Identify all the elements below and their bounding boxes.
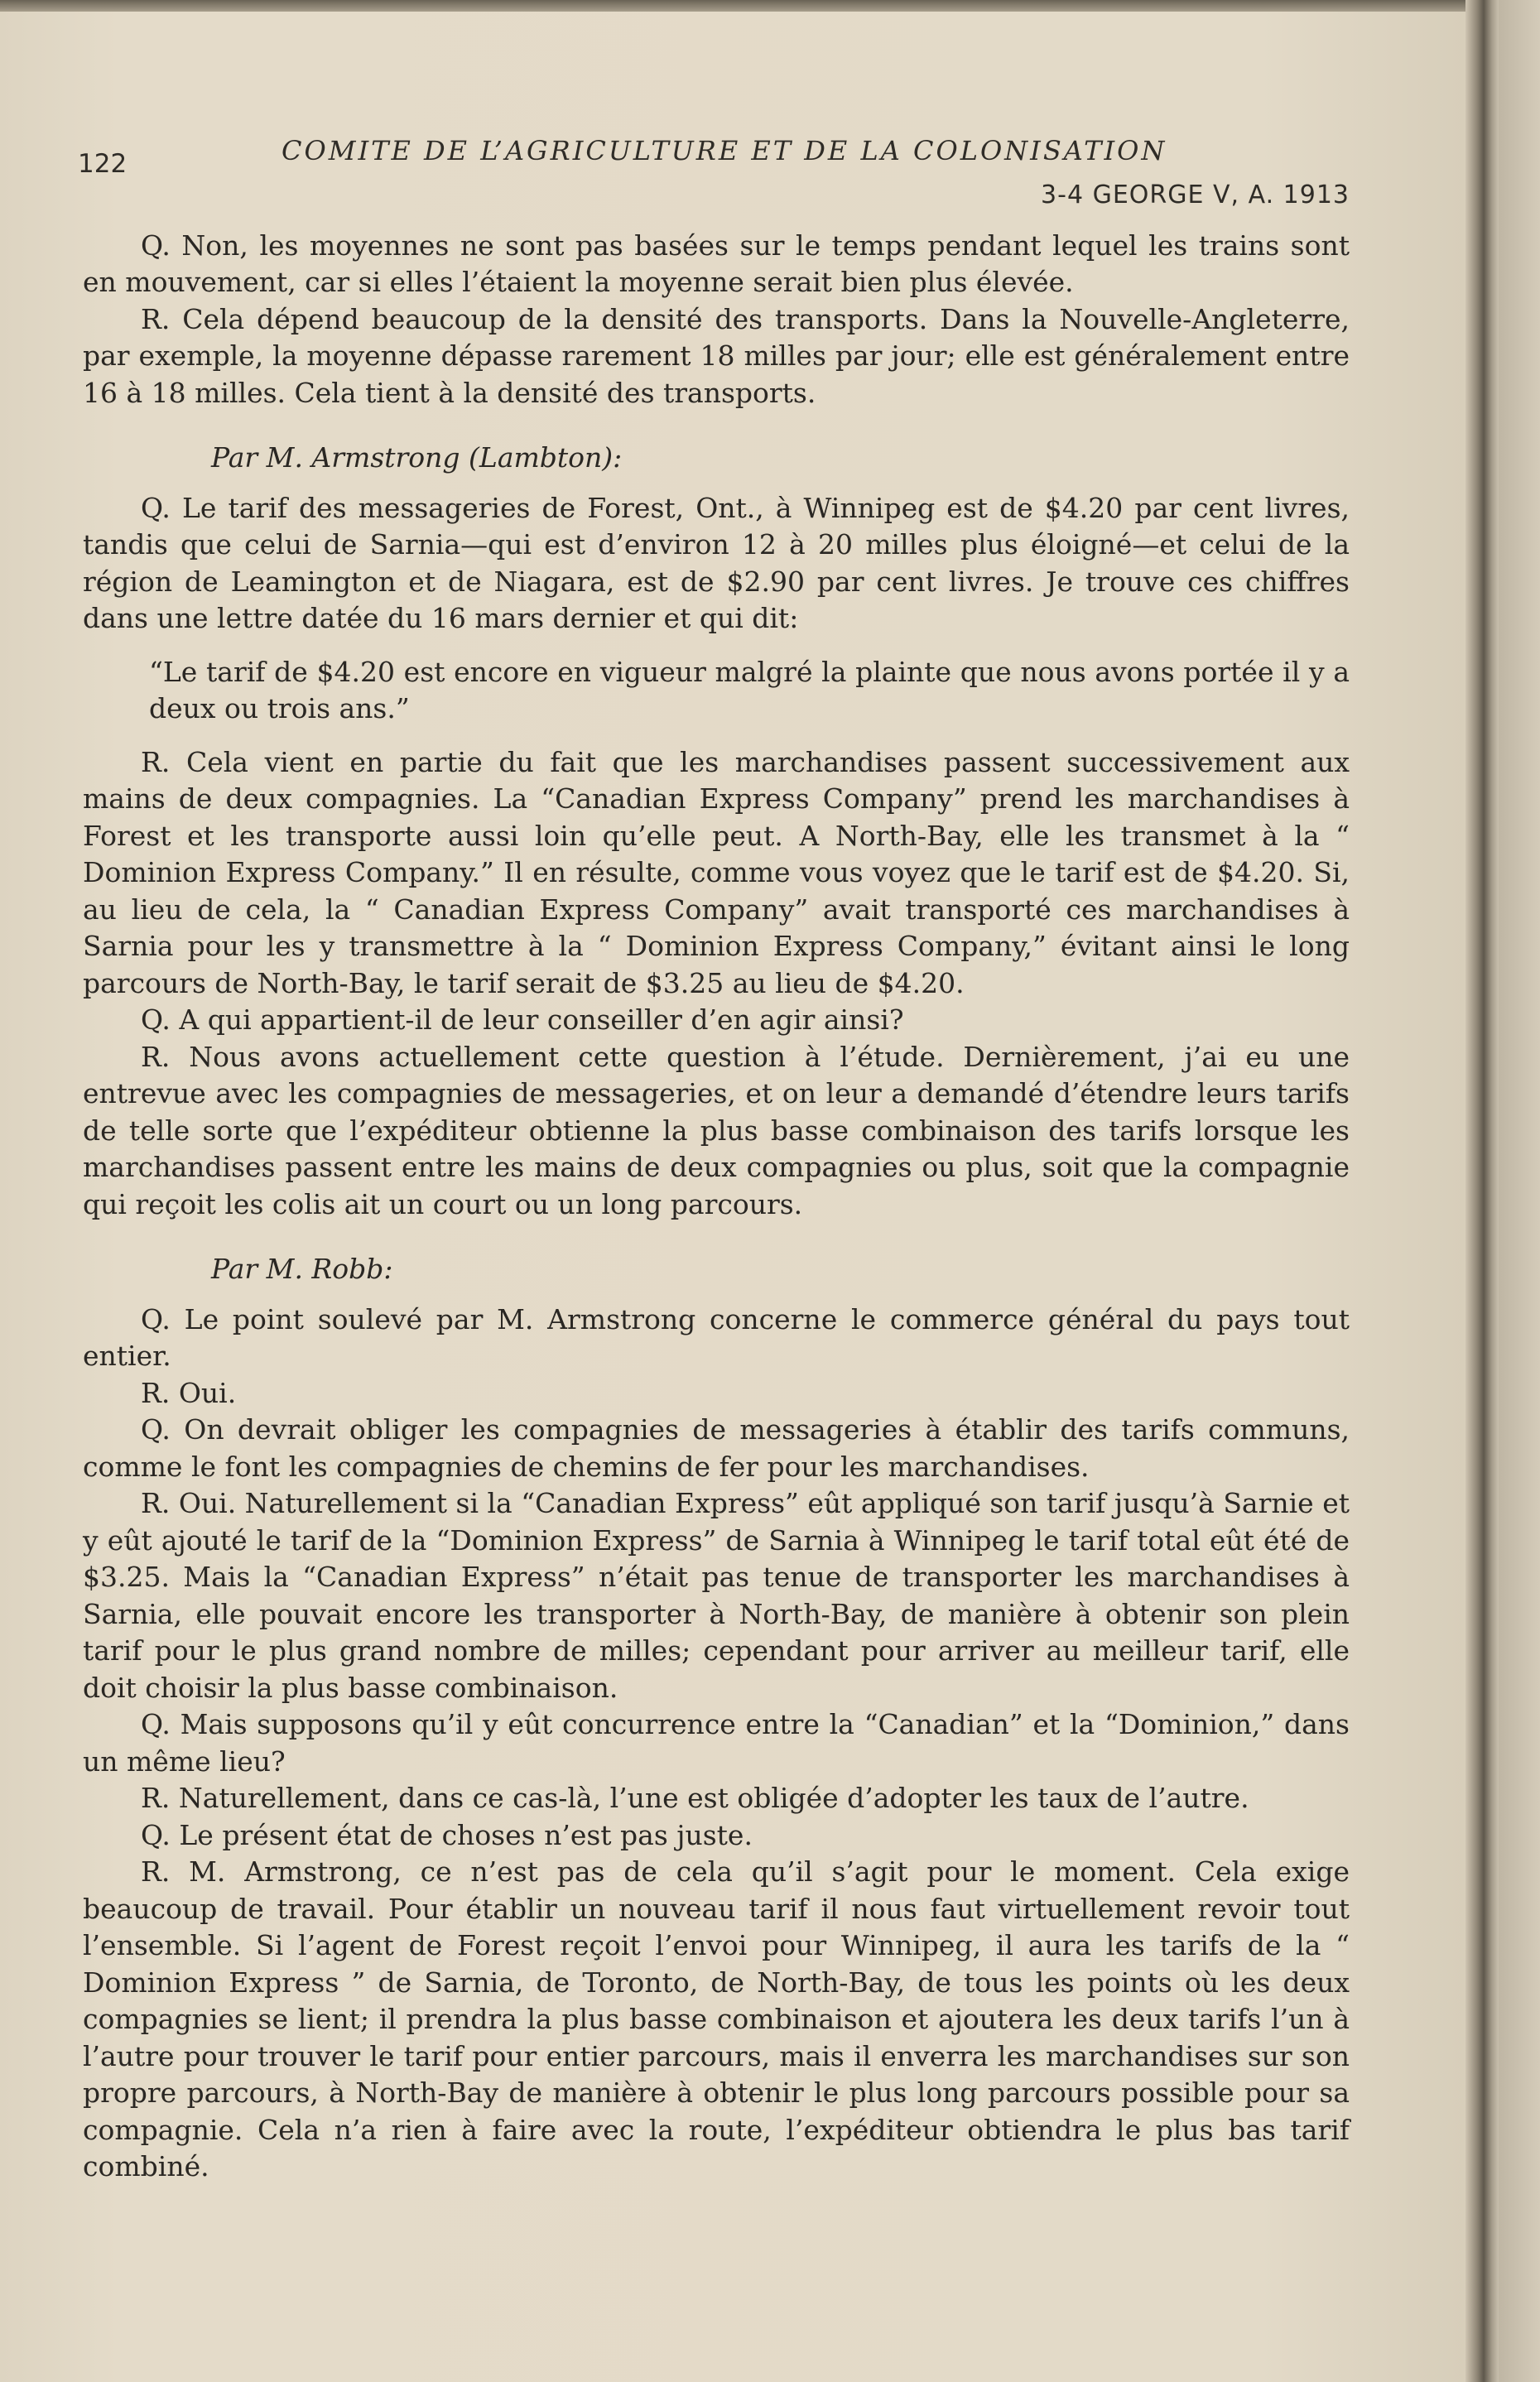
- paragraph: R. Oui.: [141, 1376, 237, 1409]
- page-header: [78, 124, 1350, 179]
- book-binding-gutter: [1465, 0, 1499, 2382]
- paragraph: Q. Le présent état de choses n’est pas juste.: [141, 1818, 753, 1851]
- paragraph: Q. Non, les moyennes ne sont pas basées sur le temps pendant lequel les trains sont en mouvement, car si elles l’étaient la moyenne serait bien plus élevée.: [83, 229, 1350, 298]
- paragraph: R. Naturellement, dans ce cas-là, l’une est obligée d’adopter les taux de l’autre.: [141, 1782, 1249, 1814]
- paragraph: Q. Le tarif des messageries de Forest, Ont., à Winnipeg est de $4.20 par cent livres, tandis que celui de Sarnia—qui est d’environ 12 à 20 milles plus éloigné—et celui de la région de Leamington et de Niagara, est de $2.90 par cent livres. Je trouve ces chiffres dans une lettre datée du 16 mars dernier et qui dit:: [83, 491, 1350, 634]
- paragraph: R. Oui. Naturellement si la “Canadian Express” eût appliqué son tarif jusqu’à Sarnie et y eût ajouté le tarif de la “Dominion Express” de Sarnia à Winnipeg le tarif total eût été de $3.25. Mais la “Canadian Express” n’était pas tenue de transporter les marchandises à Sarnia, elle pouvait encore les transporter à North-Bay, de manière à obtenir son plein tarif pour le plus grand nombre de milles; cependant pour arriver au meilleur tarif, elle doit choisir la plus basse combinaison.: [83, 1487, 1350, 1704]
- paragraph: Q. Le point soulevé par M. Armstrong concerne le commerce général du pays tout entier.: [83, 1302, 1350, 1372]
- page-top-edge: [0, 0, 1482, 12]
- running-title: COMITE DE L’AGRICULTURE ET DE LA COLONISATION: [282, 135, 1167, 166]
- block-quote: “Le tarif de $4.20 est encore en vigueur malgré la plainte que nous avons portée il y a deux ou trois ans.”: [149, 655, 1350, 724]
- session-line: 3-4 GEORGE V, A. 1913: [1041, 180, 1350, 209]
- page-number: 122: [78, 149, 128, 179]
- paragraph: R. Cela dépend beaucoup de la densité des transports. Dans la Nouvelle-Angleterre, par exemple, la moyenne dépasse rarement 18 milles par jour; elle est généralement entre 16 à 18 milles. Cela tient à la densité des transports.: [83, 302, 1350, 409]
- speaker-heading: Par M. Robb:: [211, 1253, 393, 1285]
- page-content: [78, 124, 1350, 2186]
- facing-page-edge: [1499, 0, 1540, 2382]
- paragraph: R. Nous avons actuellement cette question à l’étude. Dernièrement, j’ai eu une entrevue avec les compagnies de messageries, et on leur a demandé d’étendre leurs tarifs de telle sorte que l’expéditeur obtienne la plus basse combinaison des tarifs lorsque les marchandises passent entre les mains de deux compagnies ou plus, soit que la compagnie qui reçoit les colis ait un court ou un long parcours.: [83, 1040, 1350, 1220]
- paragraph: Q. A qui appartient-il de leur conseiller d’en agir ainsi?: [141, 1003, 904, 1036]
- paragraph: R. Cela vient en partie du fait que les marchandises passent successivement aux mains de deux compagnies. La “Canadian Express Company” prend les marchandises à Forest et les transporte aussi loin qu’elle peut. A North-Bay, elle les transmet à la “ Dominion Express Company.” Il en résulte, comme vous voyez que le tarif est de $4.20. Si, au lieu de cela, la “ Canadian Express Company” avait transporté ces marchandises à Sarnia pour les y transmettre à la “ Dominion Express Company,” évitant ainsi le long parcours de North-Bay, le tarif serait de $3.25 au lieu de $4.20.: [83, 745, 1350, 999]
- speaker-heading: Par M. Armstrong (Lambton):: [211, 441, 623, 474]
- paragraph: Q. On devrait obliger les compagnies de messageries à établir des tarifs communs, comme le font les compagnies de chemins de fer pour les marchandises.: [83, 1413, 1350, 1483]
- paragraph: R. M. Armstrong, ce n’est pas de cela qu’il s’agit pour le moment. Cela exige beaucoup de travail. Pour établir un nouveau tarif il nous faut virtuellement revoir tout l’ensemble. Si l’agent de Forest reçoit l’envoi pour Winnipeg, il aura les tarifs de la “ Dominion Express ” de Sarnia, de Toronto, de North-Bay, de tous les points où les deux compagnies se lient; il prendra la plus basse combinaison et ajoutera les deux tarifs l’un à l’autre pour trouver le tarif pour entier parcours, mais il enverra les marchandises sur son propre parcours, à North-Bay de manière à obtenir le plus long parcours possible pour sa compagnie. Cela n’a rien à faire avec la route, l’expéditeur obtiendra le plus bas tarif combiné.: [83, 1855, 1350, 2182]
- paragraph: Q. Mais supposons qu’il y eût concurrence entre la “Canadian” et la “Dominion,” dans un même lieu?: [83, 1708, 1350, 1778]
